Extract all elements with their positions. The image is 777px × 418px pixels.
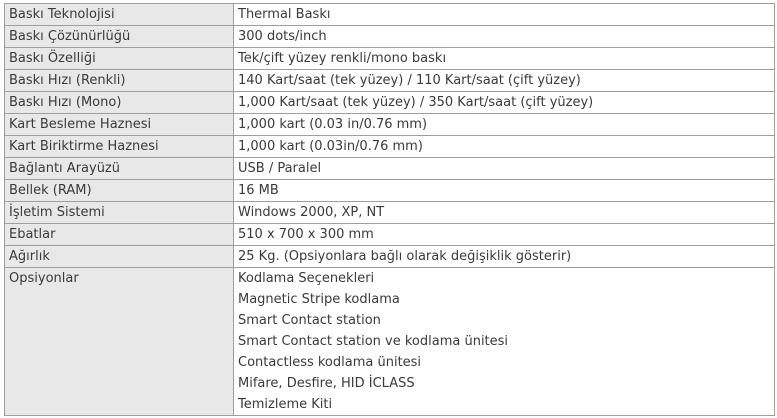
option-item: Kodlama Seçenekleri xyxy=(238,271,375,286)
options-list xyxy=(238,268,774,415)
spec-row xyxy=(5,114,775,136)
options-value xyxy=(234,268,775,416)
spec-value: 25 Kg. (Opsiyonlara bağlı olarak değişiklik gösterir) xyxy=(234,246,775,268)
option-item: Contactless kodlama ünitesi xyxy=(238,355,422,370)
option-item: Smart Contact station ve kodlama ünitesi xyxy=(238,334,509,349)
spec-label: Ebatlar xyxy=(5,224,234,246)
options-label: Opsiyonlar xyxy=(5,268,234,416)
spec-row xyxy=(5,158,775,180)
spec-label: Bağlantı Arayüzü xyxy=(5,158,234,180)
spec-value: 1,000 Kart/saat (tek yüzey) / 350 Kart/saat (çift yüzey) xyxy=(234,92,775,114)
spec-row xyxy=(5,92,775,114)
option-item: Magnetic Stripe kodlama xyxy=(238,292,400,307)
spec-value: 16 MB xyxy=(234,180,775,202)
spec-value: USB / Paralel xyxy=(234,158,775,180)
spec-label: Baskı Teknolojisi xyxy=(5,4,234,26)
spec-row xyxy=(5,26,775,48)
spec-label: İşletim Sistemi xyxy=(5,202,234,224)
spec-row xyxy=(5,224,775,246)
spec-value: Windows 2000, XP, NT xyxy=(234,202,775,224)
spec-value: 300 dots/inch xyxy=(234,26,775,48)
option-item: Smart Contact station xyxy=(238,313,381,328)
options-row xyxy=(5,268,775,416)
option-item: Mifare, Desfire, HID İCLASS xyxy=(238,376,415,391)
spec-table xyxy=(4,3,775,416)
spec-label: Baskı Özelliği xyxy=(5,48,234,70)
spec-label: Bellek (RAM) xyxy=(5,180,234,202)
spec-value: Tek/çift yüzey renkli/mono baskı xyxy=(234,48,775,70)
spec-label: Kart Besleme Haznesi xyxy=(5,114,234,136)
option-item: Temizleme Kiti xyxy=(238,397,333,412)
spec-row xyxy=(5,70,775,92)
spec-value: 510 x 700 x 300 mm xyxy=(234,224,775,246)
spec-value: 1,000 kart (0.03in/0.76 mm) xyxy=(234,136,775,158)
spec-row xyxy=(5,4,775,26)
spec-row xyxy=(5,180,775,202)
spec-value: 140 Kart/saat (tek yüzey) / 110 Kart/saat (çift yüzey) xyxy=(234,70,775,92)
spec-label: Baskı Çözünürlüğü xyxy=(5,26,234,48)
spec-label: Ağırlık xyxy=(5,246,234,268)
spec-row xyxy=(5,246,775,268)
spec-value: Thermal Baskı xyxy=(234,4,775,26)
spec-row xyxy=(5,136,775,158)
spec-label: Kart Biriktirme Haznesi xyxy=(5,136,234,158)
spec-row xyxy=(5,202,775,224)
spec-row xyxy=(5,48,775,70)
spec-label: Baskı Hızı (Mono) xyxy=(5,92,234,114)
spec-label: Baskı Hızı (Renkli) xyxy=(5,70,234,92)
spec-value: 1,000 kart (0.03 in/0.76 mm) xyxy=(234,114,775,136)
